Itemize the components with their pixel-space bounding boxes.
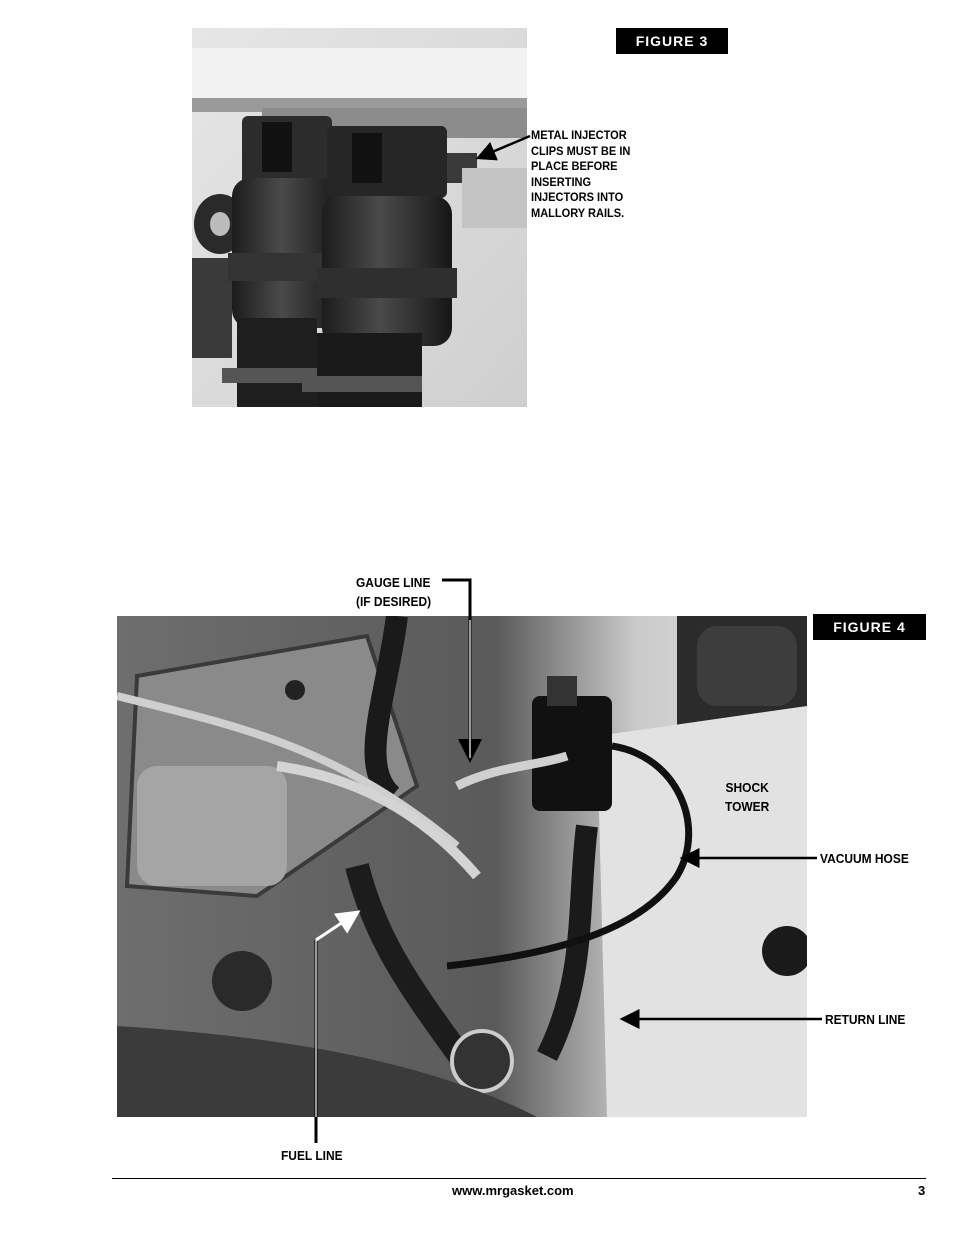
figure3-callout bbox=[531, 128, 641, 221]
callout-line: GAUGE LINE bbox=[356, 575, 431, 590]
fuel-line-callout: FUEL LINE bbox=[281, 1148, 343, 1163]
callout-line: INJECTORS INTO bbox=[531, 190, 624, 204]
figure3-label: FIGURE 3 bbox=[616, 28, 728, 54]
callout-line: (IF DESIRED) bbox=[356, 594, 432, 609]
callout-line: TOWER bbox=[725, 799, 770, 814]
figure4-label: FIGURE 4 bbox=[813, 614, 926, 640]
figure4-photo bbox=[117, 616, 807, 1117]
callout-line: INSERTING bbox=[531, 174, 592, 189]
vacuum-hose-callout: VACUUM HOSE bbox=[820, 851, 909, 866]
footer-url[interactable]: www.mrgasket.com bbox=[452, 1183, 574, 1198]
return-line-callout: RETURN LINE bbox=[825, 1012, 906, 1027]
callout-line: PLACE BEFORE bbox=[531, 159, 618, 173]
callout-line: SHOCK bbox=[725, 780, 769, 795]
shock-tower-callout bbox=[725, 780, 769, 815]
page-number: 3 bbox=[918, 1183, 926, 1198]
footer-rule bbox=[112, 1178, 926, 1179]
gauge-line-callout bbox=[356, 575, 431, 610]
figure3-photo bbox=[192, 28, 527, 407]
callout-line: MALLORY RAILS. bbox=[531, 205, 625, 220]
callout-line: METAL INJECTOR bbox=[531, 128, 627, 142]
callout-line: CLIPS MUST BE IN bbox=[531, 143, 631, 158]
